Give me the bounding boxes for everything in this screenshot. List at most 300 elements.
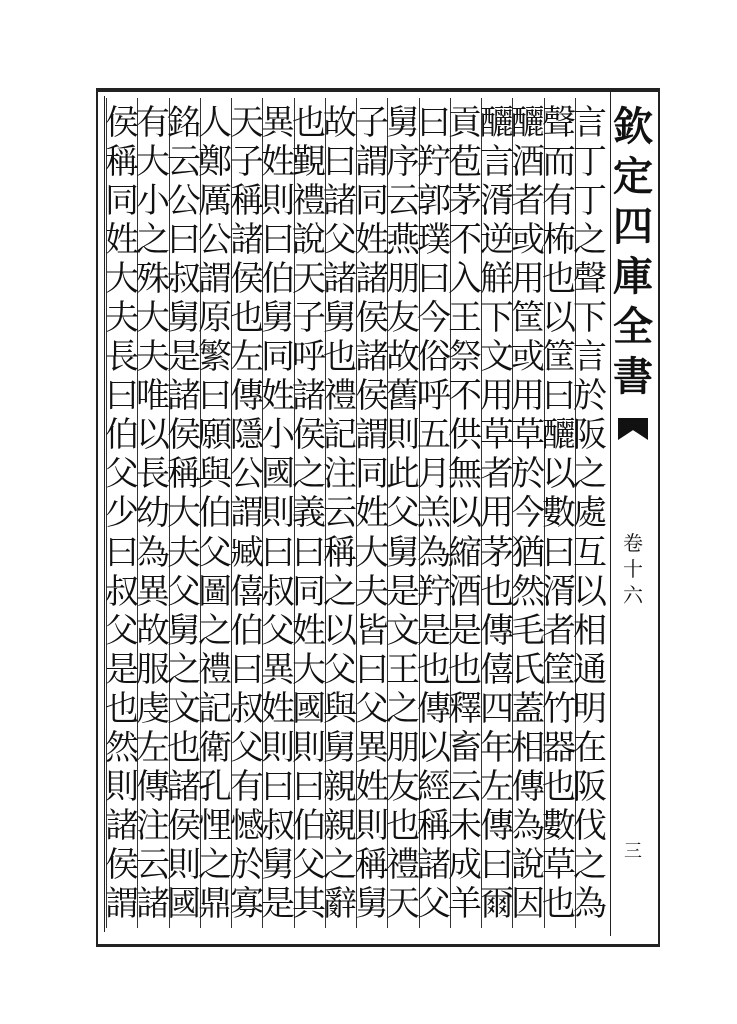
text-char: 舅: [167, 298, 201, 339]
banxin-title-char: 四: [613, 204, 653, 250]
text-char: 舅: [261, 298, 295, 339]
text-char: 侯: [230, 259, 264, 300]
text-char: 酒: [448, 571, 482, 612]
text-char: 曰: [355, 649, 389, 690]
text-char: 侯: [167, 805, 201, 846]
text-char: 曰: [230, 649, 264, 690]
text-char: 鼎: [198, 883, 232, 924]
text-char: 皆: [355, 610, 389, 651]
text-char: 稱: [167, 454, 201, 495]
text-char: 諸: [355, 259, 389, 300]
text-char: 明: [573, 688, 607, 729]
text-char: 曰: [261, 532, 295, 573]
text-char: 之: [573, 844, 607, 885]
text-char: 於: [573, 376, 607, 417]
text-char: 為: [573, 883, 607, 924]
text-char: 異: [136, 571, 170, 612]
text-char: 用: [480, 376, 514, 417]
text-char: 草: [480, 415, 514, 456]
text-char: 叔: [261, 571, 295, 612]
text-char: 用: [480, 493, 514, 534]
text-char: 數: [542, 493, 576, 534]
text-char: 年: [480, 727, 514, 768]
text-char: 毛: [511, 610, 545, 651]
text-char: 茅: [480, 532, 514, 573]
text-char: 傳: [230, 376, 264, 417]
text-char: 云: [448, 766, 482, 807]
text-char: 為: [417, 532, 451, 573]
text-char: 筐: [542, 649, 576, 690]
text-char: 唯: [136, 376, 170, 417]
text-char: 父: [355, 688, 389, 729]
text-char: 草: [511, 415, 545, 456]
text-char: 釃: [542, 415, 576, 456]
text-char: 釃: [480, 103, 514, 143]
text-char: 公: [230, 454, 264, 495]
text-char: 臧: [230, 532, 264, 573]
text-char: 父: [417, 883, 451, 924]
text-char: 大: [355, 532, 389, 573]
text-char: 文: [386, 610, 420, 651]
text-char: 父: [198, 532, 232, 573]
text-char: 傳: [511, 766, 545, 807]
text-char: 經: [417, 766, 451, 807]
text-char: 筐: [542, 337, 576, 378]
text-char: 故: [323, 103, 357, 143]
text-char: 覲: [292, 142, 326, 183]
text-char: 筐: [511, 298, 545, 339]
text-char: 朋: [386, 259, 420, 300]
text-char: 侯: [355, 376, 389, 417]
text-char: 左: [136, 727, 170, 768]
text-char: 叔: [230, 688, 264, 729]
text-char: 言: [480, 142, 514, 183]
text-char: 湑: [542, 571, 576, 612]
text-char: 入: [448, 259, 482, 300]
text-char: 父: [261, 610, 295, 651]
text-char: 曰: [417, 259, 451, 300]
text-char: 異: [261, 649, 295, 690]
text-char: 而: [542, 142, 576, 183]
text-char: 王: [448, 298, 482, 339]
text-char: 之: [573, 220, 607, 261]
text-char: 曰: [480, 844, 514, 885]
text-char: 則: [261, 727, 295, 768]
text-char: 僖: [230, 571, 264, 612]
text-char: 也: [480, 571, 514, 612]
text-char: 謂: [198, 259, 232, 300]
text-char: 稱: [323, 532, 357, 573]
text-char: 然: [511, 571, 545, 612]
text-char: 大: [136, 298, 170, 339]
text-char: 故: [386, 337, 420, 378]
text-char: 父: [323, 220, 357, 261]
text-char: 曰: [198, 376, 232, 417]
text-char: 氏: [511, 649, 545, 690]
text-char: 是: [417, 610, 451, 651]
text-char: 父: [386, 493, 420, 534]
text-char: 隱: [230, 415, 264, 456]
text-char: 丁: [573, 181, 607, 222]
text-char: 禮: [386, 844, 420, 885]
text-char: 注: [136, 805, 170, 846]
text-char: 湑: [480, 181, 514, 222]
text-char: 姓: [355, 493, 389, 534]
text-char: 憾: [230, 805, 264, 846]
text-char: 大: [167, 493, 201, 534]
text-char: 諸: [167, 766, 201, 807]
text-char: 幼: [136, 493, 170, 534]
text-char: 然: [105, 727, 139, 768]
text-char: 孔: [198, 766, 232, 807]
text-char: 之: [167, 649, 201, 690]
text-char: 父: [292, 844, 326, 885]
text-char: 之: [386, 688, 420, 729]
text-char: 相: [511, 727, 545, 768]
text-char: 在: [573, 727, 607, 768]
text-char: 用: [511, 376, 545, 417]
text-char: 縮: [448, 532, 482, 573]
text-char: 鄭: [198, 142, 232, 183]
text-char: 人: [198, 103, 232, 143]
text-char: 國: [261, 454, 295, 495]
text-char: 釃: [511, 103, 545, 143]
text-char: 願: [198, 415, 232, 456]
text-char: 俗: [417, 337, 451, 378]
text-char: 公: [198, 220, 232, 261]
text-char: 則: [386, 415, 420, 456]
text-char: 曰: [417, 103, 451, 143]
text-char: 記: [323, 415, 357, 456]
text-char: 夫: [136, 337, 170, 378]
text-char: 言: [573, 337, 607, 378]
banxin-leaf-number: 三: [624, 841, 642, 862]
text-char: 王: [386, 649, 420, 690]
text-char: 左: [480, 766, 514, 807]
text-char: 故: [136, 610, 170, 651]
text-char: 之: [573, 454, 607, 495]
text-char: 者: [542, 610, 576, 651]
text-char: 親: [323, 766, 357, 807]
text-char: 繁: [198, 337, 232, 378]
text-char: 衛: [198, 727, 232, 768]
text-char: 於: [230, 844, 264, 885]
text-char: 以: [323, 610, 357, 651]
text-char: 以: [542, 298, 576, 339]
text-char: 則: [292, 727, 326, 768]
text-char: 長: [136, 454, 170, 495]
text-char: 父: [105, 610, 139, 651]
text-char: 伯: [261, 259, 295, 300]
text-char: 伯: [198, 493, 232, 534]
text-char: 傳: [417, 688, 451, 729]
text-char: 通: [573, 649, 607, 690]
text-char: 之: [323, 844, 357, 885]
banxin-title-char: 庫: [613, 254, 653, 300]
text-char: 與: [198, 454, 232, 495]
text-char: 茅: [448, 181, 482, 222]
text-char: 羊: [448, 883, 482, 924]
text-char: 則: [105, 766, 139, 807]
text-char: 子: [355, 103, 389, 143]
text-char: 柨: [542, 220, 576, 261]
text-char: 舅: [386, 532, 420, 573]
text-char: 友: [386, 298, 420, 339]
text-char: 燕: [386, 220, 420, 261]
text-char: 酒: [511, 142, 545, 183]
text-char: 也: [417, 649, 451, 690]
text-char: 侯: [355, 298, 389, 339]
text-char: 成: [448, 844, 482, 885]
text-char: 以: [417, 727, 451, 768]
text-char: 曰: [323, 142, 357, 183]
text-char: 以: [573, 571, 607, 612]
text-char: 傳: [480, 610, 514, 651]
text-char: 父: [167, 571, 201, 612]
text-char: 注: [323, 454, 357, 495]
text-char: 曰: [292, 532, 326, 573]
text-char: 舅: [386, 103, 420, 143]
text-char: 呼: [292, 337, 326, 378]
text-char: 阪: [573, 766, 607, 807]
text-char: 是: [261, 883, 295, 924]
text-char: 長: [105, 337, 139, 378]
text-char: 圖: [198, 571, 232, 612]
text-char: 稱: [230, 181, 264, 222]
text-char: 下: [480, 298, 514, 339]
text-char: 諸: [230, 220, 264, 261]
text-char: 阪: [573, 415, 607, 456]
text-char: 未: [448, 805, 482, 846]
text-char: 言: [573, 103, 607, 143]
text-char: 則: [261, 181, 295, 222]
text-char: 諸: [136, 883, 170, 924]
text-char: 禮: [198, 649, 232, 690]
text-char: 厲: [198, 181, 232, 222]
text-char: 稱: [417, 805, 451, 846]
text-char: 也: [386, 805, 420, 846]
text-char: 舅: [261, 844, 295, 885]
text-char: 以: [448, 493, 482, 534]
text-char: 觧: [480, 259, 514, 300]
text-char: 說: [511, 844, 545, 885]
banxin-fold-column: [610, 90, 656, 938]
text-char: 侯: [105, 103, 139, 143]
text-char: 互: [573, 532, 607, 573]
text-char: 也: [230, 298, 264, 339]
text-char: 文: [480, 337, 514, 378]
text-char: 姓: [261, 688, 295, 729]
text-char: 曰: [542, 532, 576, 573]
text-char: 侯: [105, 844, 139, 885]
text-char: 是: [386, 571, 420, 612]
text-char: 諸: [323, 259, 357, 300]
text-char: 父: [230, 727, 264, 768]
text-char: 曰: [105, 376, 139, 417]
text-char: 同: [355, 181, 389, 222]
text-char: 伯: [292, 805, 326, 846]
banxin-juan-char: 十: [623, 557, 643, 581]
text-char: 云: [323, 493, 357, 534]
text-char: 諸: [323, 181, 357, 222]
banxin-title-char: 全: [613, 304, 653, 350]
text-char: 同: [261, 337, 295, 378]
text-char: 舊: [386, 376, 420, 417]
text-char: 用: [511, 259, 545, 300]
text-char: 小: [261, 415, 295, 456]
text-char: 國: [292, 688, 326, 729]
banxin-title-char: 定: [613, 154, 653, 200]
text-char: 曰: [167, 220, 201, 261]
banxin-juan-number: [610, 530, 656, 608]
text-char: 父: [323, 649, 357, 690]
text-char: 禮: [323, 376, 357, 417]
text-char: 諸: [167, 376, 201, 417]
text-char: 友: [386, 766, 420, 807]
text-char: 姓: [292, 610, 326, 651]
banxin-title-char: 書: [613, 354, 653, 400]
text-char: 曰: [261, 220, 295, 261]
text-char: 辭: [323, 883, 357, 924]
text-char: 羜: [417, 571, 451, 612]
text-char: 舅: [167, 610, 201, 651]
text-char: 羜: [417, 142, 451, 183]
text-char: 曰: [105, 532, 139, 573]
text-char: 銘: [167, 103, 201, 143]
text-char: 四: [480, 688, 514, 729]
text-char: 姓: [105, 220, 139, 261]
text-char: 夫: [167, 532, 201, 573]
text-char: 謂: [230, 493, 264, 534]
text-char: 服: [136, 649, 170, 690]
text-char: 以: [136, 415, 170, 456]
text-char: 丁: [573, 142, 607, 183]
text-char: 是: [167, 337, 201, 378]
text-char: 有: [136, 103, 170, 143]
text-char: 之: [292, 454, 326, 495]
text-char: 子: [230, 142, 264, 183]
text-char: 傳: [136, 766, 170, 807]
text-char: 不: [448, 220, 482, 261]
text-char: 諸: [105, 805, 139, 846]
text-char: 此: [386, 454, 420, 495]
text-char: 苞: [448, 142, 482, 183]
text-char: 伯: [105, 415, 139, 456]
text-char: 之: [198, 610, 232, 651]
text-char: 少: [105, 493, 139, 534]
text-char: 祭: [448, 337, 482, 378]
text-char: 爾: [480, 883, 514, 924]
text-char: 則: [167, 844, 201, 885]
text-char: 逆: [480, 220, 514, 261]
text-char: 有: [230, 766, 264, 807]
text-char: 五: [417, 415, 451, 456]
text-char: 猶: [511, 532, 545, 573]
text-char: 郭: [417, 181, 451, 222]
text-char: 文: [167, 688, 201, 729]
text-char: 畜: [448, 727, 482, 768]
text-char: 親: [323, 805, 357, 846]
text-char: 也: [105, 688, 139, 729]
text-char: 於: [511, 454, 545, 495]
text-char: 公: [167, 181, 201, 222]
text-char: 今: [417, 298, 451, 339]
fishtail-mark: [618, 418, 648, 440]
text-char: 說: [292, 220, 326, 261]
text-char: 數: [542, 805, 576, 846]
text-char: 稱: [105, 142, 139, 183]
text-char: 與: [323, 688, 357, 729]
text-char: 之: [323, 571, 357, 612]
text-char: 伯: [230, 610, 264, 651]
text-char: 謂: [105, 883, 139, 924]
text-char: 姓: [261, 376, 295, 417]
text-char: 舅: [355, 883, 389, 924]
text-char: 也: [448, 649, 482, 690]
text-char: 大: [136, 142, 170, 183]
text-char: 大: [105, 259, 139, 300]
text-char: 也: [542, 883, 576, 924]
text-char: 同: [355, 454, 389, 495]
text-char: 天: [292, 259, 326, 300]
text-char: 傳: [480, 805, 514, 846]
text-char: 處: [573, 493, 607, 534]
text-char: 聲: [542, 103, 576, 143]
text-char: 者: [511, 181, 545, 222]
text-char: 曰: [292, 766, 326, 807]
text-char: 姓: [355, 766, 389, 807]
text-char: 蓋: [511, 688, 545, 729]
text-char: 器: [542, 727, 576, 768]
text-char: 釋: [448, 688, 482, 729]
text-char: 記: [198, 688, 232, 729]
banxin-juan-char: 卷: [623, 531, 643, 555]
banxin-juan-char: 六: [623, 583, 643, 607]
text-char: 有: [542, 181, 576, 222]
text-char: 悝: [198, 805, 232, 846]
text-char: 貢: [448, 103, 482, 143]
text-char: 無: [448, 454, 482, 495]
text-char: 殊: [136, 259, 170, 300]
text-char: 供: [448, 415, 482, 456]
text-char: 下: [573, 298, 607, 339]
text-char: 姓: [261, 142, 295, 183]
text-char: 小: [136, 181, 170, 222]
text-char: 寡: [230, 883, 264, 924]
text-char: 虔: [136, 688, 170, 729]
text-char: 竹: [542, 688, 576, 729]
text-char: 也: [542, 766, 576, 807]
text-char: 草: [542, 844, 576, 885]
text-char: 原: [198, 298, 232, 339]
text-char: 謂: [355, 415, 389, 456]
text-char: 禮: [292, 181, 326, 222]
text-char: 今: [511, 493, 545, 534]
text-column: [100, 104, 144, 924]
text-char: 因: [511, 883, 545, 924]
text-char: 也: [323, 337, 357, 378]
text-char: 為: [136, 532, 170, 573]
text-char: 則: [355, 805, 389, 846]
text-char: 云: [167, 142, 201, 183]
text-char: 之: [198, 844, 232, 885]
text-char: 叔: [167, 259, 201, 300]
text-char: 國: [167, 883, 201, 924]
text-char: 謂: [355, 142, 389, 183]
text-char: 僖: [480, 649, 514, 690]
text-char: 諸: [355, 337, 389, 378]
text-char: 父: [105, 454, 139, 495]
